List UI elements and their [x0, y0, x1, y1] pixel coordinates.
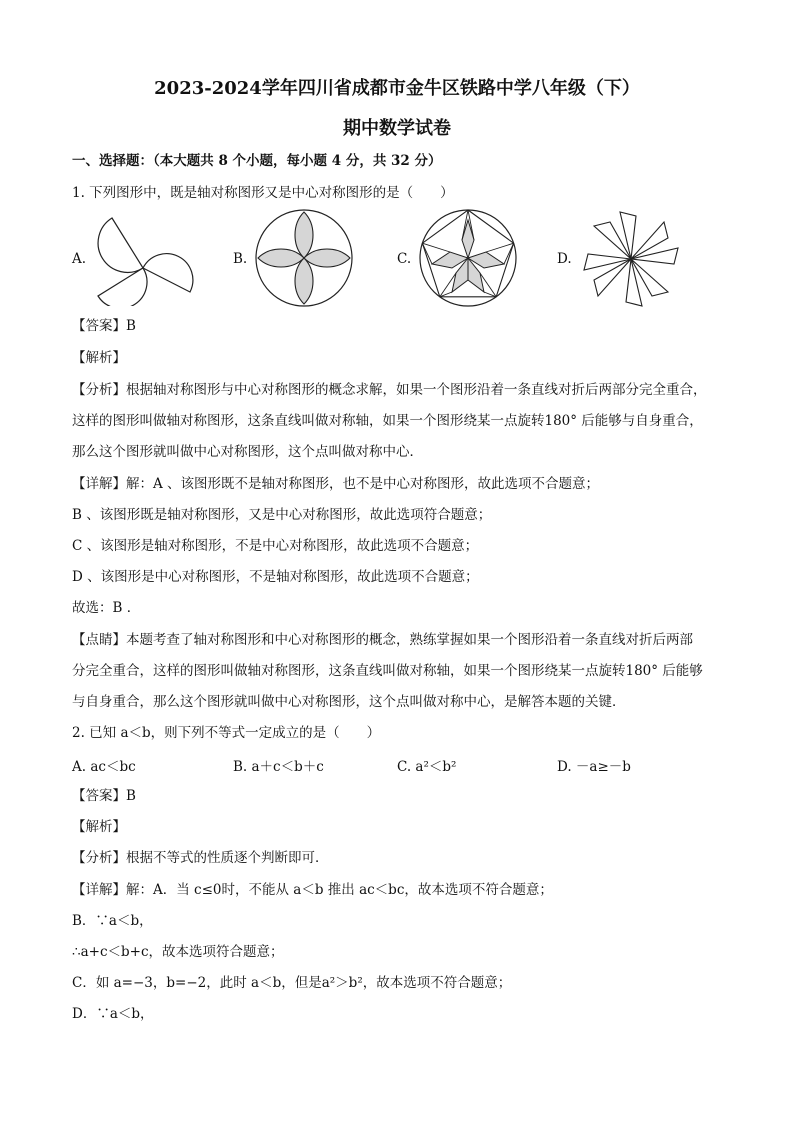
- q1-analysis-line3: 那么这个图形就叫做中心对称图形，这个点叫做对称中心．: [72, 444, 423, 460]
- q2-detail-line2: B．∵a＜b，: [72, 913, 153, 929]
- page-title-line2: 期中数学试卷: [343, 118, 451, 139]
- q2-detail-line5: D．∵a＜b，: [72, 1006, 154, 1022]
- q2-detail-line3: ∴a+c＜b+c，故本选项符合题意；: [72, 944, 284, 960]
- q2-detail-line4: C．如 a=−3，b=−2，此时 a＜b，但是a²＞b²，故本选项不符合题意；: [72, 975, 512, 991]
- q2-option-d: D. －a≥－b: [557, 759, 631, 775]
- q1-jiexi: 【解析】: [72, 350, 126, 366]
- option-d-figure: [578, 208, 684, 310]
- q1-option-c-label: C.: [397, 251, 412, 267]
- option-b-figure: [252, 208, 356, 308]
- q1-analysis-line2: 这样的图形叫做轴对称图形，这条直线叫做对称轴，如果一个图形绕某一点旋转180° 后能够与自身重合，: [72, 413, 703, 429]
- q1-comment-line2: 分完全重合，这样的图形叫做轴对称图形，这条直线叫做对称轴，如果一个图形绕某一点旋转180° 后能够: [72, 663, 703, 679]
- q2-option-a: A. ac＜bc: [72, 759, 136, 775]
- q1-option-a-label: A.: [72, 251, 87, 267]
- q1-detail-line4: D 、该图形是中心对称图形，不是轴对称图形，故此选项不合题意；: [72, 569, 479, 585]
- q1-detail-line2: B 、该图形既是轴对称图形，又是中心对称图形，故此选项符合题意；: [72, 507, 492, 523]
- q1-answer: 【答案】B: [72, 318, 136, 334]
- option-c-figure: [416, 206, 520, 308]
- q1-option-b-label: B.: [233, 251, 248, 267]
- q1-detail-line1: 【详解】解：A 、该图形既不是轴对称图形，也不是中心对称图形，故此选项不合题意；: [72, 476, 600, 492]
- q1-comment-line3: 与自身重合，那么这个图形就叫做中心对称图形，这个点叫做对称中心，是解答本题的关键．: [72, 694, 626, 710]
- q2-jiexi: 【解析】: [72, 819, 126, 835]
- q1-stem: 1. 下列图形中，既是轴对称图形又是中心对称图形的是（ ）: [72, 185, 454, 201]
- q2-analysis: 【分析】根据不等式的性质逐个判断即可．: [72, 850, 329, 866]
- q2-answer: 【答案】B: [72, 788, 136, 804]
- q1-detail-line3: C 、该图形是轴对称图形，不是中心对称图形，故此选项不合题意；: [72, 538, 479, 554]
- q1-analysis-line1: 【分析】根据轴对称图形与中心对称图形的概念求解，如果一个图形沿着一条直线对折后两部分完全重合，: [72, 382, 707, 398]
- q1-option-d-label: D.: [557, 251, 572, 267]
- page-title-line1: 2023-2024学年四川省成都市金牛区铁路中学八年级（下）: [154, 78, 640, 99]
- q1-comment-line1: 【点睛】本题考查了轴对称图形和中心对称图形的概念，熟练掌握如果一个图形沿着一条直线对折后两部: [72, 632, 693, 648]
- q2-stem: 2. 已知 a＜b，则下列不等式一定成立的是（ ）: [72, 725, 381, 741]
- section-heading: 一、选择题：（本大题共 8 个小题，每小题 4 分，共 32 分）: [72, 153, 442, 169]
- q2-option-b: B. a＋c＜b＋c: [233, 759, 324, 775]
- q2-option-c: C. a²＜b²: [397, 759, 457, 775]
- q2-detail-line1: 【详解】解：A．当 c≤0时，不能从 a＜b 推出 ac＜bc，故本选项不符合题意；: [72, 882, 553, 898]
- option-a-figure: [88, 210, 196, 306]
- q1-choice: 故选：B ．: [72, 600, 141, 616]
